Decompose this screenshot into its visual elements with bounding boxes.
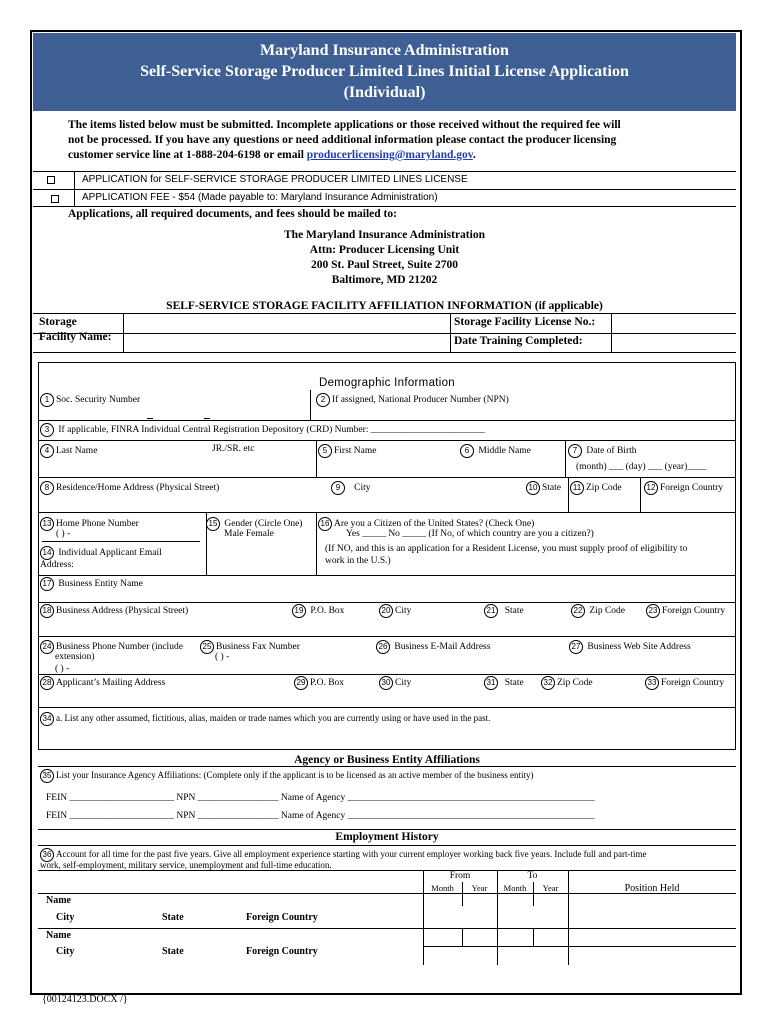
po-box-label-1: 19 P.O. Box: [292, 604, 344, 618]
business-fax-format: ( ) -: [215, 652, 230, 662]
business-email-label: 26 Business E-Mail Address: [376, 640, 490, 654]
employer-2-city-label: City: [56, 946, 75, 957]
middle-name-label: 6 Middle Name: [460, 444, 531, 458]
citizen-label: 16 Are you a Citizen of the United States? (Check One): [318, 517, 534, 531]
intro-text: The items listed below must be submitted. Incomplete applications or those received without the required fee will not be processed. If you have any questions or need additional information please contact the producer licensing customer service line at 1-888-204-6198 or email producerlicensing@maryland.gov.: [68, 119, 621, 161]
employment-text-2: work, self-employment, military service, unemployment and full-time education.: [40, 860, 332, 870]
facility-name-label: Storage Facility Name:: [39, 316, 112, 343]
dob-label: 7 Date of Birth: [568, 444, 637, 458]
mail-intro: Applications, all required documents, and fees should be mailed to:: [68, 208, 397, 220]
suffix-label: JR./SR. etc: [212, 444, 255, 454]
to-label: To: [527, 871, 538, 881]
checklist-item-2: APPLICATION FEE - $54 (Made payable to: Maryland Insurance Administration): [82, 192, 438, 203]
business-fax-label: 25 Business Fax Number: [200, 640, 300, 654]
residence-address-label: 8 Residence/Home Address (Physical Street): [40, 481, 219, 495]
facility-name-input[interactable]: [125, 315, 448, 350]
crd-label: 3 If applicable, FINRA Individual Central Registration Depository (CRD) Number: ________________________: [40, 423, 485, 437]
agency-title: Agency or Business Entity Affiliations: [294, 754, 480, 766]
state-label-2: 21 State: [484, 604, 524, 618]
citizen-note-2: work in the U.S.): [325, 556, 391, 566]
agency-row-1[interactable]: FEIN ______________________ NPN _________________ Name of Agency ____________________________________________________: [46, 793, 595, 803]
country-label-2: 23 Foreign Country: [646, 604, 725, 618]
business-address-label: 18 Business Address (Physical Street): [40, 604, 188, 618]
business-phone-label: 24 Business Phone Number (include: [40, 640, 183, 654]
email-label: 14 Individual Applicant Email: [40, 546, 162, 560]
to-year-label: Year: [542, 883, 559, 893]
state-label-1: 10 State: [526, 481, 561, 495]
country-label-1: 12 Foreign Country: [644, 481, 723, 495]
employer-1-state-label: State: [162, 912, 184, 923]
email-link[interactable]: producerlicensing@maryland.gov: [306, 149, 473, 161]
city-label-3: 30 City: [379, 676, 411, 690]
zip-label-1: 11 Zip Code: [570, 481, 622, 495]
gender-options[interactable]: Male Female: [224, 529, 274, 539]
from-label: From: [449, 871, 471, 881]
employer-2-name-label: Name: [46, 930, 71, 941]
from-year-label: Year: [471, 883, 488, 893]
checklist-checkbox-1[interactable]: [47, 176, 55, 184]
agency-label: 35 List your Insurance Agency Affiliations: (Complete only if the applicant is to be licensed as an active member of the business entity): [40, 769, 533, 783]
position-held-label: Position Held: [624, 883, 680, 894]
citizen-options[interactable]: Yes _____ No _____ (If No, of which country are you a citizen?): [346, 529, 594, 539]
facility-license-input[interactable]: [613, 315, 735, 332]
business-entity-label: 17 Business Entity Name: [40, 577, 143, 591]
agency-row-2[interactable]: FEIN ______________________ NPN _________________ Name of Agency ____________________________________________________: [46, 811, 595, 821]
document-footer: {00124123.DOCX /}: [42, 994, 128, 1005]
business-phone-format: ( ) -: [55, 664, 70, 674]
employer-1-country-label: Foreign Country: [246, 912, 318, 923]
mail-address: The Maryland Insurance Administration Attn: Producer Licensing Unit 200 St. Paul Street, Suite 2700 Baltimore, MD 21202: [284, 229, 485, 286]
city-label-2: 20 City: [379, 604, 411, 618]
business-phone-label-2: extension): [55, 652, 95, 662]
employment-text-1: 36 Account for all time for the past five years. Give all employment experience starting with your current employer working back five years. Include full and part-time: [40, 848, 647, 862]
po-box-label-2: 29 P.O. Box: [294, 676, 344, 690]
employer-1-name-label: Name: [46, 895, 71, 906]
employer-2-country-label: Foreign Country: [246, 946, 318, 957]
header-individual: (Individual): [343, 84, 426, 101]
ssn-label: 1 Soc. Security Number: [40, 393, 140, 407]
checklist-checkbox-2[interactable]: [51, 195, 59, 203]
citizen-note-1: (If NO, and this is an application for a Resident License, you must supply proof of eligibility to: [325, 544, 688, 554]
home-phone-format: ( ) -: [56, 529, 71, 539]
facility-license-label: Storage Facility License No.:: [454, 316, 596, 328]
email-label-2: Address:: [40, 560, 74, 570]
mailing-address-label: 28 Applicant’s Mailing Address: [40, 676, 165, 690]
form-header: [33, 33, 736, 111]
employment-title: Employment History: [335, 831, 439, 843]
to-month-label: Month: [503, 883, 527, 893]
alias-label: 34 a. List any other assumed, fictitious, alias, maiden or trade names which you are currently using or have used in the past.: [40, 712, 490, 726]
facility-training-label: Date Training Completed:: [454, 335, 583, 347]
dob-format: (month) ___ (day) ___ (year)____: [576, 462, 707, 472]
employer-2-state-label: State: [162, 946, 184, 957]
business-web-label: 27 Business Web Site Address: [569, 640, 691, 654]
demographic-title: Demographic Information: [318, 377, 456, 389]
zip-label-3: 32 Zip Code: [541, 676, 593, 690]
header-subtitle: Self-Service Storage Producer Limited Lines Initial License Application: [140, 63, 629, 80]
checklist-item-1: APPLICATION for SELF-SERVICE STORAGE PRODUCER LIMITED LINES LICENSE: [82, 174, 468, 185]
npn-label: 2 If assigned, National Producer Number (NPN): [316, 393, 509, 407]
facility-training-input[interactable]: [613, 334, 735, 351]
city-label-1: 9 City: [331, 481, 371, 495]
zip-label-2: 22 Zip Code: [571, 604, 625, 618]
employer-1-city-label: City: [56, 912, 75, 923]
facility-title: SELF-SERVICE STORAGE FACILITY AFFILIATION INFORMATION (if applicable): [166, 300, 603, 312]
home-phone-label: 13 Home Phone Number: [40, 517, 139, 531]
country-label-3: 33 Foreign Country: [645, 676, 724, 690]
header-title: Maryland Insurance Administration: [260, 42, 509, 59]
gender-label: 15 Gender (Circle One): [206, 517, 302, 531]
first-name-label: 5 First Name: [318, 444, 376, 458]
last-name-label: 4 Last Name: [40, 444, 97, 458]
state-label-3: 31 State: [484, 676, 524, 690]
from-month-label: Month: [431, 883, 454, 893]
